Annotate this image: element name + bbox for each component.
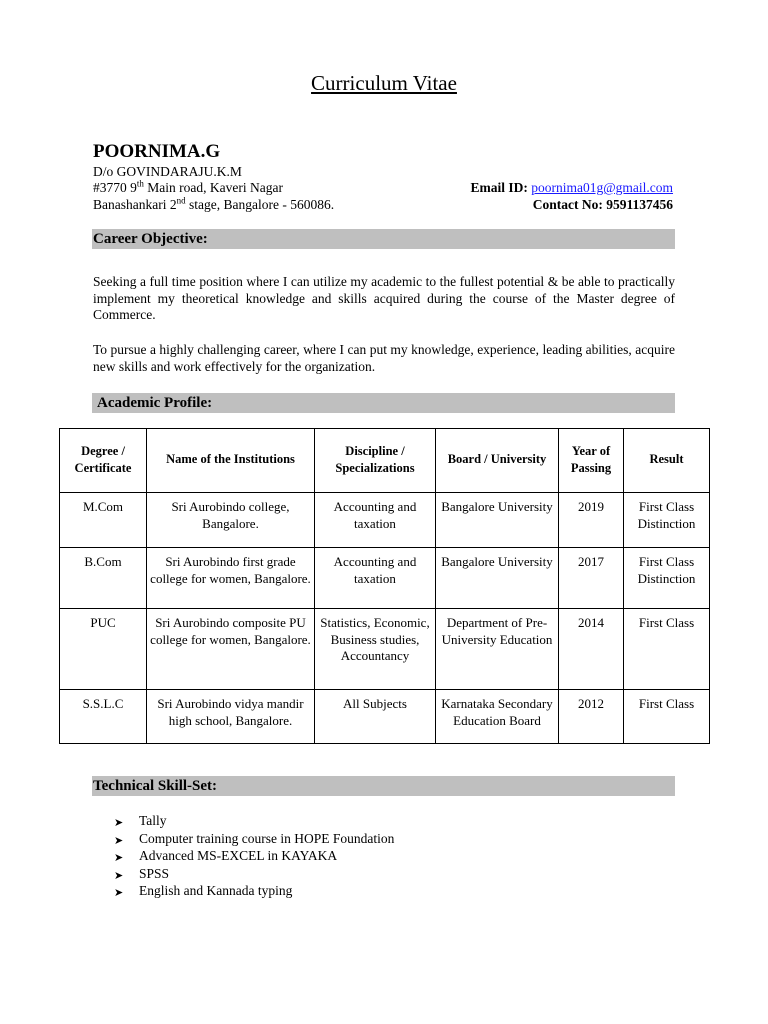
contact-label: Contact No:: [532, 197, 607, 212]
table-header-cell: Board / University: [436, 429, 559, 493]
table-cell: Sri Aurobindo composite PU college for women, Bangalore.: [147, 609, 315, 690]
arrowhead-bullet-icon: ➤: [114, 851, 124, 864]
table-cell: 2017: [559, 548, 624, 609]
table-cell: Accounting and taxation: [315, 548, 436, 609]
arrowhead-bullet-icon: ➤: [114, 816, 124, 829]
table-header-cell: Degree / Certificate: [60, 429, 147, 493]
table-cell: All Subjects: [315, 690, 436, 744]
skill-label: Computer training course in HOPE Foundation: [139, 830, 395, 846]
arrowhead-bullet-icon: ➤: [114, 833, 124, 847]
table-cell: S.S.L.C: [60, 690, 147, 744]
candidate-name: POORNIMA.G: [93, 141, 221, 162]
table-row: [60, 548, 710, 609]
table-header-cell: Year of Passing: [559, 429, 624, 493]
table-cell: Karnataka Secondary Education Board: [436, 690, 559, 744]
list-item: [114, 882, 394, 900]
table-cell: M.Com: [60, 493, 147, 548]
address-line-1-pre: #3770 9: [93, 180, 137, 195]
table-row: [60, 609, 710, 690]
table-cell: 2014: [559, 609, 624, 690]
career-objective-paragraph-1: Seeking a full time position where I can utilize my academic to the fullest potential & be able to practically implement my theoretical knowledge and skills acquired during the course of the Master degree of Commerce.: [93, 274, 675, 322]
table-cell: 2012: [559, 690, 624, 744]
table-cell: Sri Aurobindo vidya mandir high school, Bangalore.: [147, 690, 315, 744]
list-item: [114, 865, 394, 883]
contact-number: 9591137456: [606, 197, 673, 212]
academic-profile-heading: Academic Profile:: [92, 393, 675, 413]
table-header-row: [60, 429, 710, 493]
address-line-1-post: Main road, Kaveri Nagar: [143, 180, 283, 195]
technical-skills-heading: Technical Skill-Set:: [92, 776, 675, 796]
table-cell: Sri Aurobindo first grade college for women, Bangalore.: [147, 548, 315, 609]
email-label: Email ID:: [470, 180, 532, 195]
table-header-cell: Discipline / Specializations: [315, 429, 436, 493]
skill-label: SPSS: [139, 865, 170, 881]
parent-name: D/o GOVINDARAJU.K.M: [93, 164, 242, 179]
address-line-2-post: stage, Bangalore - 560086.: [185, 197, 335, 212]
skill-label: English and Kannada typing: [139, 883, 293, 898]
table-cell: First Class Distinction: [624, 548, 710, 609]
table-row: [60, 690, 710, 744]
table-cell: Sri Aurobindo college, Bangalore.: [147, 493, 315, 548]
list-item: [114, 847, 394, 865]
skill-label: Advanced MS-EXCEL in KAYAKA: [139, 848, 338, 863]
table-cell: B.Com: [60, 548, 147, 609]
address-line-1-sup: th: [136, 178, 144, 189]
table-cell: Bangalore University: [436, 548, 559, 609]
list-item: [114, 812, 394, 830]
table-cell: First Class: [624, 609, 710, 690]
table-cell: PUC: [60, 609, 147, 690]
table-cell: Department of Pre- University Education: [436, 609, 559, 690]
table-cell: Bangalore University: [436, 493, 559, 548]
arrowhead-bullet-icon: ➤: [114, 868, 124, 882]
address-line-1: [93, 179, 283, 196]
contact-line: [533, 196, 673, 213]
arrowhead-bullet-icon: ➤: [114, 886, 124, 899]
table-cell: First Class: [624, 690, 710, 744]
skills-list: [114, 812, 394, 900]
career-objective-paragraph-2: To pursue a highly challenging career, where I can put my knowledge, experience, leading abilities, acquire new skills and work effectively for the organization.: [93, 342, 675, 374]
table-cell: Accounting and taxation: [315, 493, 436, 548]
table-cell: Statistics, Economic, Business studies, Accountancy: [315, 609, 436, 690]
email-link[interactable]: poornima01g@gmail.com: [531, 180, 673, 195]
career-objective-heading: Career Objective:: [92, 229, 675, 249]
address-line-2-pre: Banashankari 2: [93, 197, 177, 212]
list-item: [114, 830, 394, 848]
table-row: [60, 493, 710, 548]
table-cell: 2019: [559, 493, 624, 548]
document-title: Curriculum Vitae: [311, 71, 457, 95]
skill-label: Tally: [139, 813, 167, 828]
address-line-2-sup: nd: [176, 195, 186, 206]
academic-table: [59, 428, 710, 744]
table-header-cell: Name of the Institutions: [147, 429, 315, 493]
table-cell: First Class Distinction: [624, 493, 710, 548]
address-line-2: [93, 196, 334, 213]
email-line: [470, 179, 673, 196]
table-header-cell: Result: [624, 429, 710, 493]
